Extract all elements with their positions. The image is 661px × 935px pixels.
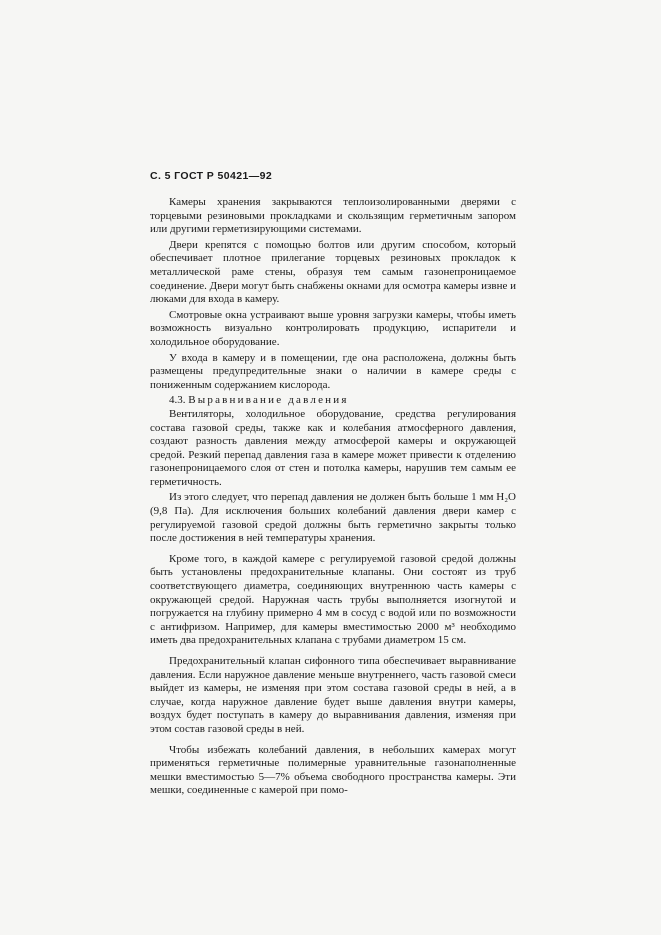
paragraph: Чтобы избежать колебаний давления, в небольших камерах могут применяться герметичные полимерные уравнительные газонаполненные мешки вместимостью 5—7% объема свободного пространства камеры. Эти мешки, соединенные с камерой при помо- — [150, 743, 516, 797]
paragraph: Предохранительный клапан сифонного типа обеспечивает выравнивание давления. Если наружное давление меньше внутреннего, часть газовой смеси выйдет из камеры, не изменяя при этом состава газовой среды в ней, а в случае, когда наружное давление будет выше давления внутри камеры, воздух будет поступать в камеру до выравнивания давления, изменяя при этом состав газовой среды в ней. — [150, 655, 516, 735]
section-number: 4.3. — [169, 394, 186, 407]
paragraph: Двери крепятся с помощью болтов или другим способом, который обеспечивает плотное прилегание торцевых резиновых прокладок к металлической раме стены, образуя тем самым газонепроницаемое соединение. Двери могут быть снабжены окнами для осмотра камеры извне и люками для входа в камеру. — [150, 238, 516, 306]
paragraph: Кроме того, в каждой камере с регулируемой газовой средой должны быть установлены предохранительные клапаны. Они состоят из труб соответствующего диаметра, соединяющих внутреннюю часть камеры с окружающей средой. Наружная часть трубы выполняется изогнутой и погружается на глубину примерно 4 мм в сосуд с водой или по возможности с антифризом. Например, для камеры вместимостью 2000 м³ необходимо иметь два предохранительных клапана с трубами диаметром 15 см. — [150, 552, 516, 647]
paragraph: У входа в камеру и в помещении, где она расположена, должны быть размещены предупредительные знаки о наличии в камере среды с пониженным содержанием кислорода. — [150, 351, 516, 391]
paragraph: Камеры хранения закрываются теплоизолированными дверями с торцевыми резиновыми прокладками и скользящим герметичным запором или другими герметизирующими системами. — [150, 196, 516, 236]
paragraph: Из этого следует, что перепад давления не должен быть больше 1 мм H₂O (9,8 Па). Для исключения больших колебаний давления двери камер с регулируемой газовой средой должны быть герметично закрыты только после достижения в ней температуры хранения. — [150, 491, 516, 545]
document-body — [150, 196, 516, 800]
page-header: С. 5 ГОСТ Р 50421—92 — [150, 170, 273, 182]
paragraph: Вентиляторы, холодильное оборудование, средства регулирования состава газовой среды, также как и колебания атмосферного давления, создают разность давления между атмосферой камеры и окружающей средой. Резкий перепад давления газа в камере может привести к отделению газонепроницаемого слоя от стен и потолка камеры, нарушив тем самым ее герметичность. — [150, 407, 516, 488]
section-heading — [150, 394, 516, 408]
section-title: Выравнивание давления — [188, 394, 349, 407]
paragraph: Смотровые окна устраивают выше уровня загрузки камеры, чтобы иметь возможность визуально контролировать продукцию, испарители и холодильное оборудование. — [150, 308, 516, 348]
